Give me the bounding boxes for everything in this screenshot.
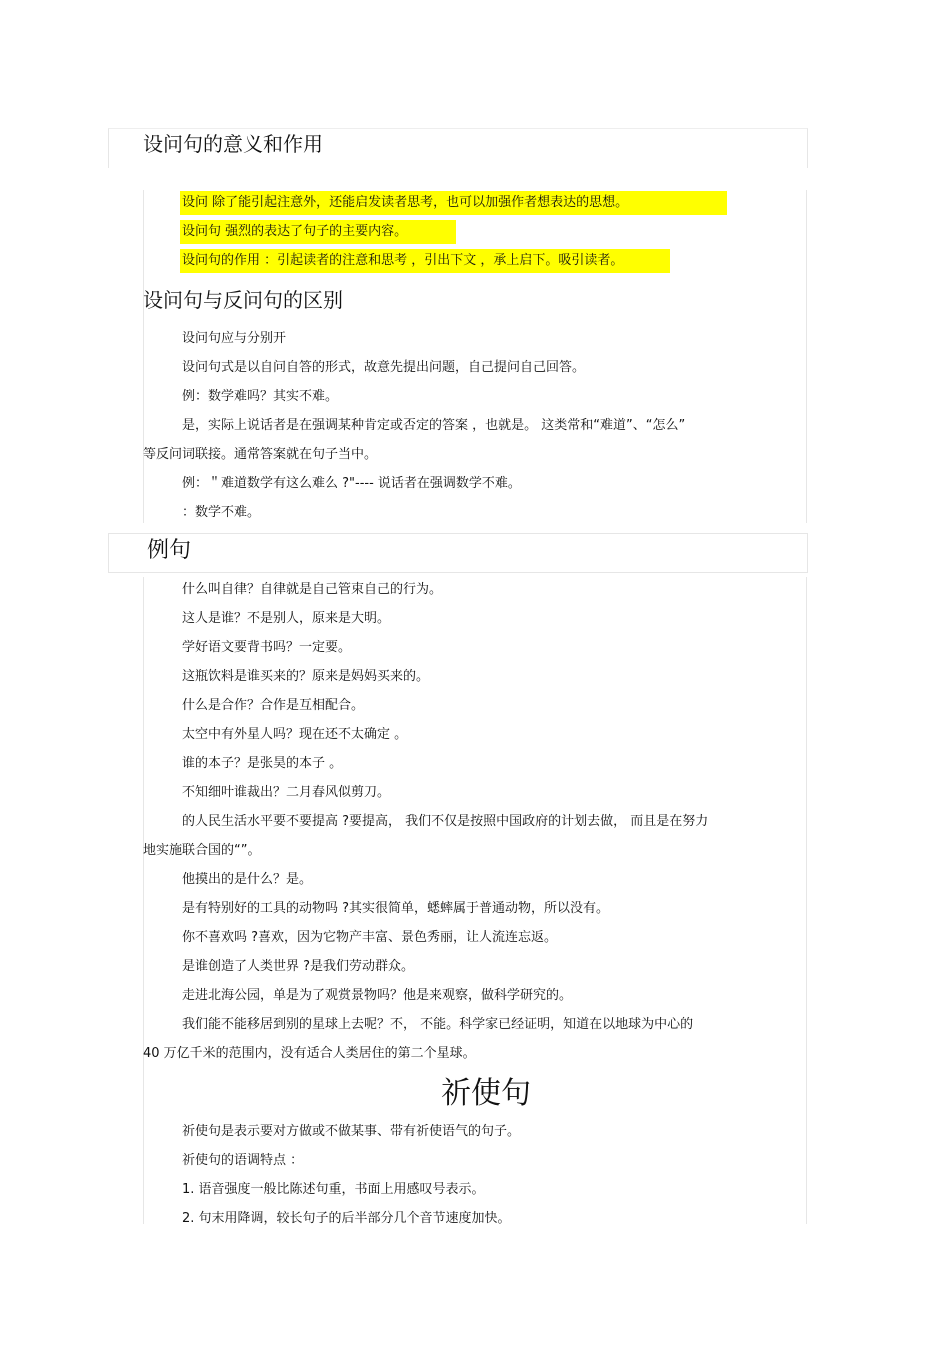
example-line: 是谁创造了人类世界 ?是我们劳动群众。 [182,959,415,974]
body-line: 设问句应与分别开 [182,331,287,346]
section3-title-frame [108,533,808,573]
body-line: 例：数学难吗？其实不难。 [182,389,339,404]
highlight-line: 设问句 强烈的表达了句子的主要内容。 [180,220,456,244]
section1-title: 设问句的意义和作用 [143,132,323,156]
example-line: 这人是谁？不是别人，原来是大明。 [182,611,391,626]
example-line: 什么叫自律？自律就是自己管束自己的行为。 [182,582,443,597]
example-line: 什么是合作？合作是互相配合。 [182,698,365,713]
highlight-line: 设问句的作用 ：引起读者的注意和思考 ，引出下文 ，承上启下。吸引读者。 [180,249,670,273]
section4-title: 祈使句 [441,1076,531,1111]
example-line: 地实施联合国的“”。 [143,843,261,858]
section2-title: 设问句与反问句的区别 [143,288,343,312]
example-line: 这瓶饮料是谁买来的？原来是妈妈买来的。 [182,669,430,684]
body-line: 设问句式是以自问自答的形式，故意先提出问题，自己提问自己回答。 [182,360,586,375]
example-line: 你不喜欢吗 ?喜欢，因为它物产丰富、景色秀丽，让人流连忘返。 [182,930,558,945]
body-line: ：数学不难。 [182,505,261,520]
example-line: 不知细叶谁裁出？二月春风似剪刀。 [182,785,391,800]
example-line: 他摸出的是什么？是。 [182,872,313,887]
example-line: 40 万亿千米的范围内，没有适合人类居住的第二个星球。 [143,1046,476,1061]
section3-title: 例句 [147,538,192,563]
section1-left-rule [143,190,144,523]
body-line: 等反问词联接。通常答案就在句子当中。 [143,447,378,462]
body-line: 祈使句是表示要对方做或不做某事、带有祈使语气的句子。 [182,1124,521,1139]
section3-right-rule [806,577,807,1224]
body-line: 例：＂难道数学有这么难么 ?"---- 说话者在强调数学不难。 [182,476,521,491]
highlight-line: 设问 除了能引起注意外，还能启发读者思考，也可以加强作者想表达的思想。 [180,191,727,215]
example-line: 走进北海公园，单是为了观赏景物吗？他是来观察，做科学研究的。 [182,988,573,1003]
body-line: 祈使句的语调特点 ： [182,1153,304,1168]
section3-left-rule [143,577,144,1224]
example-line: 我们能不能移居到别的星球上去呢？不， 不能。科学家已经证明，知道在以地球为中心的 [182,1017,694,1032]
example-line: 太空中有外星人吗？现在还不太确定 。 [182,727,408,742]
example-line: 谁的本子？是张昊的本子 。 [182,756,343,771]
example-line: 学好语文要背书吗？一定要。 [182,640,352,655]
section1-right-rule [806,190,807,523]
list-item: 2. 句末用降调，较长句子的后半部分几个音节速度加快。 [182,1211,511,1226]
example-line: 是有特别好的工具的动物吗 ?其实很简单，蟋蟀属于普通动物，所以没有。 [182,901,610,916]
example-line: 的人民生活水平要不要提高 ?要提高， 我们不仅是按照中国政府的计划去做， 而且是在努力 [182,814,709,829]
list-item: 1. 语音强度一般比陈述句重，书面上用感叹号表示。 [182,1182,485,1197]
body-line: 是，实际上说话者是在强调某种肯定或否定的答案 ，也就是。 这类常和“难道”、“怎么” [182,418,686,433]
